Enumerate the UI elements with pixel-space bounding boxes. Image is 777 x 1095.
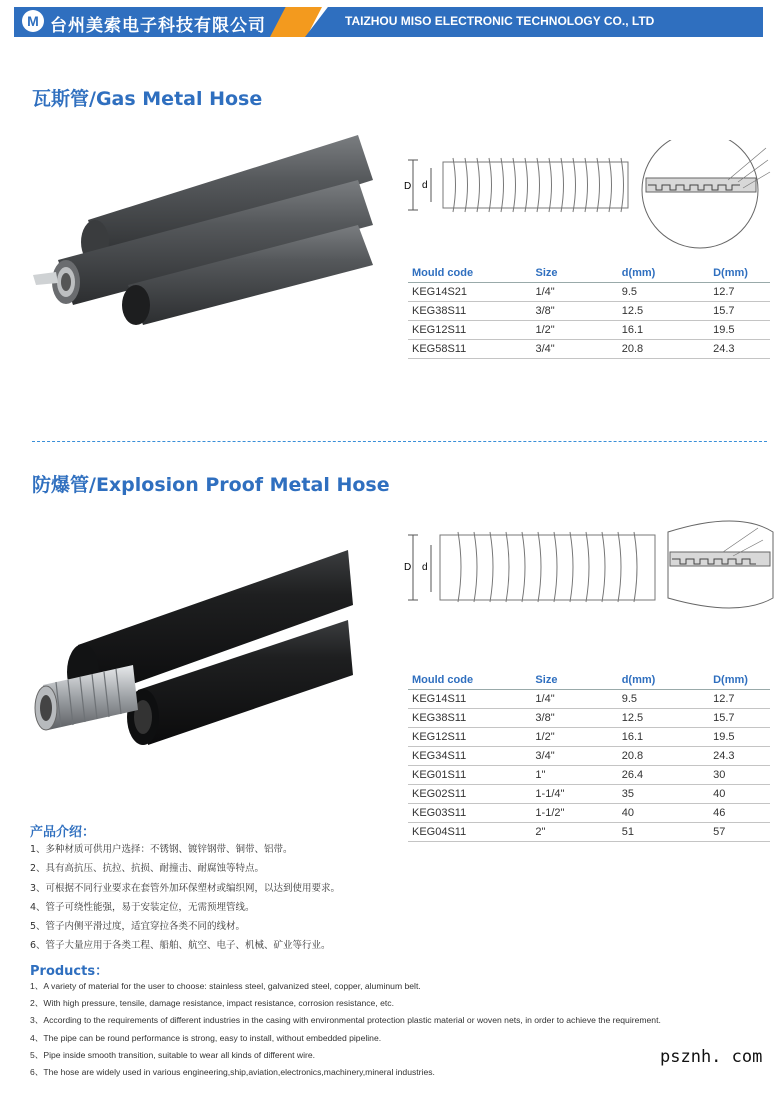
table-cell: KEG12S11 bbox=[408, 321, 532, 340]
gas-hose-spec-table bbox=[408, 264, 770, 359]
table-cell: 1/4" bbox=[532, 283, 618, 302]
table-cell: KEG04S11 bbox=[408, 823, 531, 842]
table-row bbox=[408, 302, 770, 321]
column-header: d(mm) bbox=[618, 264, 709, 283]
company-name-en: TAIZHOU MISO ELECTRONIC TECHNOLOGY CO., LTD bbox=[345, 14, 655, 28]
table-cell: 15.7 bbox=[709, 302, 770, 321]
table-cell: KEG02S11 bbox=[408, 785, 531, 804]
page-header bbox=[0, 0, 777, 44]
table-cell: 12.5 bbox=[618, 302, 709, 321]
table-cell: 3/4" bbox=[531, 747, 617, 766]
list-item: 1、多种材质可供用户选择：不锈钢、镀锌钢带、铜带、铝带。 bbox=[30, 844, 293, 855]
gas-hose-title: 瓦斯管/Gas Metal Hose bbox=[32, 88, 263, 110]
table-cell: KEG38S11 bbox=[408, 302, 532, 321]
table-cell: 1/2" bbox=[532, 321, 618, 340]
column-header: Mould code bbox=[408, 264, 532, 283]
table-cell: 1/2" bbox=[531, 728, 617, 747]
table-header-row bbox=[408, 264, 770, 283]
table-cell: KEG58S11 bbox=[408, 340, 532, 359]
gas-metal-hose-photo bbox=[28, 125, 373, 325]
explosion-hose-diagram bbox=[398, 520, 777, 620]
company-logo-icon: M bbox=[22, 10, 44, 32]
table-cell: 12.7 bbox=[709, 283, 770, 302]
table-row bbox=[408, 747, 770, 766]
table-cell: 19.5 bbox=[709, 321, 770, 340]
table-cell: KEG34S11 bbox=[408, 747, 531, 766]
table-row bbox=[408, 728, 770, 747]
list-item: 1、A variety of material for the user to choose: stainless steel, galvanized steel, copper, aluminum belt. bbox=[30, 981, 421, 991]
explosion-hose-spec-table bbox=[408, 671, 770, 842]
table-cell: 1-1/4" bbox=[531, 785, 617, 804]
list-item: 6、The hose are widely used in various engineering,ship,aviation,electronics,machinery,mineral industries. bbox=[30, 1066, 435, 1077]
table-cell: 19.5 bbox=[709, 728, 770, 747]
table-cell: 12.7 bbox=[709, 690, 770, 709]
outer-diameter-label: D bbox=[404, 181, 412, 192]
list-item: 3、可根据不同行业要求在套管外加环保塑材或编织网，以达到使用要求。 bbox=[30, 882, 341, 894]
list-item: 2、With high pressure, tensile, damage resistance, impact resistance, corrosion resistance, etc. bbox=[30, 998, 394, 1009]
column-header: Size bbox=[531, 671, 617, 690]
company-name-cn: 台州美索电子科技有限公司 bbox=[50, 16, 266, 36]
table-header-row bbox=[408, 671, 770, 690]
site-watermark: psznh. com bbox=[660, 1047, 763, 1067]
hose-corrugations bbox=[458, 532, 637, 602]
inner-diameter-label: d bbox=[422, 562, 428, 573]
table-row bbox=[408, 690, 770, 709]
gas-hose-diagram bbox=[398, 140, 777, 250]
table-row bbox=[408, 804, 770, 823]
table-row bbox=[408, 785, 770, 804]
column-header: D(mm) bbox=[709, 264, 770, 283]
table-cell: 1-1/2" bbox=[531, 804, 617, 823]
table-cell: 2" bbox=[531, 823, 617, 842]
table-cell: KEG01S11 bbox=[408, 766, 531, 785]
table-cell: 20.8 bbox=[618, 747, 709, 766]
table-cell: 24.3 bbox=[709, 747, 770, 766]
table-cell: 30 bbox=[709, 766, 770, 785]
table-cell: 9.5 bbox=[618, 283, 709, 302]
table-cell: 16.1 bbox=[618, 728, 709, 747]
table-cell: KEG03S11 bbox=[408, 804, 531, 823]
table-cell: 40 bbox=[709, 785, 770, 804]
table-cell: 3/8" bbox=[532, 302, 618, 321]
table-cell: 15.7 bbox=[709, 709, 770, 728]
table-cell: 26.4 bbox=[618, 766, 709, 785]
table-cell: KEG12S11 bbox=[408, 728, 531, 747]
table-row bbox=[408, 823, 770, 842]
table-cell: KEG38S11 bbox=[408, 709, 531, 728]
table-cell: 3/4" bbox=[532, 340, 618, 359]
table-cell: 1" bbox=[531, 766, 617, 785]
table-cell: 24.3 bbox=[709, 340, 770, 359]
intro-en-title: Products： bbox=[30, 964, 109, 979]
hose-corrugations bbox=[453, 158, 624, 212]
table-cell: KEG14S21 bbox=[408, 283, 532, 302]
table-cell: 57 bbox=[709, 823, 770, 842]
table-cell: 1/4" bbox=[531, 690, 617, 709]
table-row bbox=[408, 766, 770, 785]
table-cell: 9.5 bbox=[618, 690, 709, 709]
intro-en-list bbox=[30, 980, 661, 1083]
list-item: 2、具有高抗压、抗拉、抗损、耐撞击、耐腐蚀等特点。 bbox=[30, 863, 265, 875]
table-cell: 40 bbox=[618, 804, 709, 823]
table-cell: 46 bbox=[709, 804, 770, 823]
hose-label-tag bbox=[33, 272, 58, 285]
column-header: D(mm) bbox=[709, 671, 770, 690]
list-item: 6、管子大量应用于各类工程、船舶、航空、电子、机械、矿业等行业。 bbox=[30, 940, 331, 952]
table-cell: 3/8" bbox=[531, 709, 617, 728]
outer-diameter-label: D bbox=[404, 562, 412, 573]
column-header: Mould code bbox=[408, 671, 531, 690]
list-item: 5、Pipe inside smooth transition, suitable to wear all kinds of different wire. bbox=[30, 1049, 316, 1060]
cross-section-detail bbox=[642, 140, 758, 248]
intro-cn-list bbox=[30, 841, 340, 957]
table-cell: 12.5 bbox=[618, 709, 709, 728]
table-cell: 51 bbox=[618, 823, 709, 842]
table-cell: 16.1 bbox=[618, 321, 709, 340]
inner-diameter-label: d bbox=[422, 180, 428, 191]
column-header: d(mm) bbox=[618, 671, 709, 690]
list-item: 4、管子可绕性能强，易于安装定位，无需预埋管线。 bbox=[30, 901, 255, 913]
table-row bbox=[408, 709, 770, 728]
explosion-proof-hose-photo bbox=[28, 550, 358, 755]
list-item: 4、The pipe can be round performance is strong, easy to install, without embedded pipeline. bbox=[30, 1032, 382, 1043]
table-cell: KEG14S11 bbox=[408, 690, 531, 709]
list-item: 3、According to the requirements of different industries in the casing with environmental protection plastic material or woven nets, in order to achieve the requirement. bbox=[30, 1015, 661, 1026]
intro-cn-title: 产品介绍： bbox=[30, 825, 96, 840]
table-row bbox=[408, 340, 770, 359]
explosion-hose-title: 防爆管/Explosion Proof Metal Hose bbox=[32, 474, 390, 496]
table-cell: 35 bbox=[618, 785, 709, 804]
column-header: Size bbox=[532, 264, 618, 283]
list-item: 5、管子内侧平滑过度，适宜穿拉各类不同的线材。 bbox=[30, 921, 246, 933]
section-divider bbox=[32, 441, 767, 442]
table-row bbox=[408, 321, 770, 340]
table-row bbox=[408, 283, 770, 302]
table-cell: 20.8 bbox=[618, 340, 709, 359]
